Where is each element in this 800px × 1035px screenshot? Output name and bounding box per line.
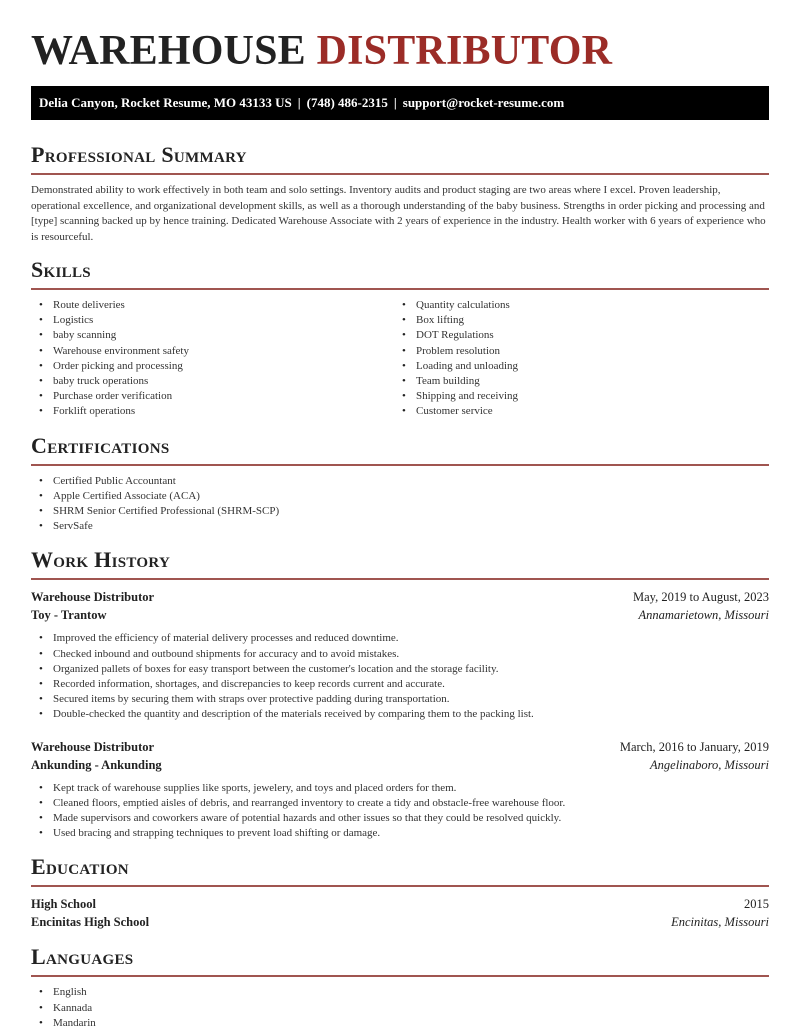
job-duty: • Used bracing and strapping techniques to prevent load shifting or damage. <box>31 826 769 841</box>
skill-item: • Logistics <box>31 313 394 328</box>
skills-column-right <box>394 298 757 420</box>
skill-item: • Purchase order verification <box>31 389 394 404</box>
contact-email: support@rocket-resume.com <box>402 95 565 110</box>
education-year: 2015 <box>744 897 769 912</box>
contact-separator: | <box>393 95 397 110</box>
title-accent: DISTRIBUTOR <box>316 28 613 74</box>
job-company: Toy - Trantow <box>31 608 107 623</box>
language-item: • Kannada <box>31 1001 769 1016</box>
job-duty: • Recorded information, shortages, and discrepancies to keep records current and accurate. <box>31 677 769 692</box>
skills-grid <box>31 298 769 420</box>
section-divider <box>31 288 769 290</box>
skill-item: • Shipping and receiving <box>394 389 757 404</box>
job-location: Angelinaboro, Missouri <box>650 757 769 772</box>
certifications-list <box>31 474 769 535</box>
skills-column-left <box>31 298 394 420</box>
job-title: Warehouse Distributor <box>31 739 155 754</box>
education-heading: Education <box>31 854 129 880</box>
job-duty: • Improved the efficiency of material delivery processes and reduced downtime. <box>31 631 769 646</box>
languages-section <box>31 944 769 1031</box>
skill-item: • Quantity calculations <box>394 298 757 313</box>
job-duty: • Made supervisors and coworkers aware of potential hazards and other issues so that they could be resolved quickly. <box>31 811 769 826</box>
skill-item: • Team building <box>394 374 757 389</box>
certifications-section <box>31 433 769 535</box>
skill-item: • baby truck operations <box>31 374 394 389</box>
education-school: Encinitas High School <box>31 915 150 930</box>
job-duty: • Cleaned floors, emptied aisles of debris, and rearranged inventory to create a tidy and obstacle-free warehouse floor. <box>31 796 769 811</box>
section-divider <box>31 885 769 887</box>
summary-text: Demonstrated ability to work effectively in both team and solo settings. Inventory audits and product staging are two areas where I excel. Proven leadership, operational excellence, and organizational development skills, as well as a thorough understanding of the baby business. Strengths in order picking and processing and [type] scanning backed up by hence training. Dedicated Warehouse Associate with 2 years of experience in the industry. Health worker with 6 years of experience who is resourceful. <box>31 184 766 243</box>
job-dates: March, 2016 to January, 2019 <box>619 739 769 754</box>
job-duty: • Organized pallets of boxes for easy transport between the customer's location and the storage facility. <box>31 662 769 677</box>
job-duties-list <box>31 631 769 722</box>
job-duty: • Checked inbound and outbound shipments for accuracy and to avoid mistakes. <box>31 647 769 662</box>
certifications-heading: Certifications <box>31 432 170 458</box>
summary-heading: Professional Summary <box>31 142 247 167</box>
skill-item: • Order picking and processing <box>31 359 394 374</box>
skill-item: • Forklift operations <box>31 404 394 419</box>
section-divider <box>31 464 769 466</box>
education-section <box>31 854 769 931</box>
summary-section <box>31 142 769 245</box>
work-history-heading: Work History <box>31 547 171 573</box>
job-title: Warehouse Distributor <box>31 590 155 605</box>
contact-separator: | <box>297 95 301 110</box>
skill-item: • Box lifting <box>394 313 757 328</box>
job-company: Ankunding - Ankunding <box>31 757 162 772</box>
skill-item: • Customer service <box>394 404 757 419</box>
language-item: • Mandarin <box>31 1016 769 1031</box>
section-divider <box>31 173 769 175</box>
skills-section <box>31 257 769 420</box>
skill-item: • baby scanning <box>31 328 394 343</box>
education-location: Encinitas, Missouri <box>671 915 769 930</box>
contact-address: Delia Canyon, Rocket Resume, MO 43133 US <box>39 95 292 110</box>
skills-list-left <box>31 298 394 420</box>
education-degree: High School <box>31 897 96 912</box>
education-school-row <box>31 913 769 931</box>
skill-item: • Warehouse environment safety <box>31 344 394 359</box>
certification-item: • SHRM Senior Certified Professional (SHRM-SCP) <box>31 504 769 519</box>
job-duties-list <box>31 781 769 842</box>
skills-list-right <box>394 298 757 420</box>
job-dates: May, 2019 to August, 2023 <box>633 590 769 605</box>
certification-item: • Apple Certified Associate (ACA) <box>31 489 769 504</box>
job-company-row <box>31 756 769 774</box>
skill-item: • Problem resolution <box>394 344 757 359</box>
languages-list <box>31 985 769 1031</box>
job-duty: • Kept track of warehouse supplies like sports, jewelery, and toys and placed orders for them. <box>31 781 769 796</box>
job-entry <box>31 738 769 842</box>
skills-heading: Skills <box>31 257 91 282</box>
skill-item: • Route deliveries <box>31 298 394 313</box>
contact-phone: (748) 486-2315 <box>306 95 388 110</box>
certification-item: • Certified Public Accountant <box>31 474 769 489</box>
job-company-row <box>31 606 769 624</box>
skill-item: • DOT Regulations <box>394 328 757 343</box>
language-item: • English <box>31 985 769 1000</box>
job-header-row <box>31 588 769 606</box>
certification-item: • ServSafe <box>31 519 769 534</box>
section-divider <box>31 578 769 580</box>
skill-item: • Loading and unloading <box>394 359 757 374</box>
contact-bar <box>31 86 769 120</box>
languages-heading: Languages <box>31 944 134 970</box>
section-divider <box>31 975 769 977</box>
job-location: Annamarietown, Missouri <box>638 608 769 623</box>
job-header-row <box>31 738 769 756</box>
job-duty: • Secured items by securing them with straps over protective padding during transportation. <box>31 692 769 707</box>
work-history-section <box>31 547 769 841</box>
title-main: WAREHOUSE <box>31 28 306 74</box>
education-row <box>31 895 769 913</box>
job-entry <box>31 588 769 722</box>
job-duty: • Double-checked the quantity and description of the materials received by comparing them to the packing list. <box>31 707 769 722</box>
resume-title <box>31 0 769 81</box>
